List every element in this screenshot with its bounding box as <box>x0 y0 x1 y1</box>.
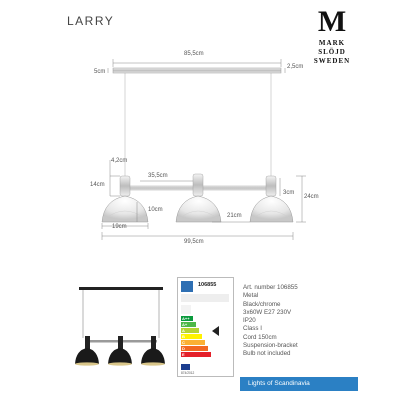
shade-right <box>250 176 293 222</box>
label-shade-spacing: 35,5cm <box>148 173 168 179</box>
label-total-height: 24cm <box>304 194 319 200</box>
label-canopy-height: 5cm <box>94 69 106 75</box>
spec-item: Class I <box>243 325 262 333</box>
dimension-total-width <box>113 59 281 67</box>
spec-item: Suspension-bracket <box>243 342 298 350</box>
logo-line-1: MARK <box>318 39 346 47</box>
energy-label <box>177 277 234 377</box>
energy-class-bar: A++ <box>181 316 193 321</box>
spec-item: Art. number 106855 <box>243 284 298 291</box>
energy-class-bar: A+ <box>181 322 196 327</box>
class-pointer-icon <box>212 326 219 336</box>
spec-list <box>243 284 298 359</box>
spec-item: Cord 150cm <box>243 333 277 341</box>
energy-class-scale <box>181 316 211 358</box>
product-photo <box>65 278 175 373</box>
label-canopy-depth: 2,5cm <box>287 64 304 70</box>
energy-class-bar: D <box>181 346 208 351</box>
energy-label-article: 106855 <box>198 282 217 288</box>
label-shade-diameter: 19cm <box>112 224 127 230</box>
logo-line-2: SLÖJD <box>318 48 346 56</box>
energy-class-bar: E <box>181 352 211 357</box>
energy-label-text-block <box>181 294 229 302</box>
label-body-height: 14cm <box>90 182 105 188</box>
spec-item: Black/chrome <box>243 300 281 308</box>
label-rod-height: 4,2cm <box>111 158 128 164</box>
label-total-width: 85,5cm <box>184 51 204 57</box>
eu-flag-icon <box>181 364 190 370</box>
logo-letter: M <box>317 5 347 38</box>
energy-class-bar: C <box>181 340 205 345</box>
spec-item: Metal <box>243 292 259 300</box>
label-side-span: 21cm <box>227 213 242 219</box>
spec-item: IP20 <box>243 317 256 325</box>
label-overall-span: 99,5cm <box>184 239 204 245</box>
spec-item: 3x60W E27 230V <box>243 308 292 316</box>
energy-class-bar: A <box>181 328 199 333</box>
energy-class-bar: B <box>181 334 202 339</box>
bulb-icon <box>181 305 191 314</box>
label-holder-height: 3cm <box>283 190 295 196</box>
product-title: LARRY <box>67 14 115 28</box>
spec-item: Bulb not included <box>243 350 291 358</box>
lamp-icon <box>181 281 193 292</box>
label-shade-height: 10cm <box>148 207 163 213</box>
ceiling-canopy <box>113 68 281 73</box>
regulation-code: 874/2012 <box>181 371 195 375</box>
shade-left <box>102 176 148 222</box>
brand-footer: Lights of Scandinavia <box>240 377 358 391</box>
logo-line-3: SWEDEN <box>313 57 351 65</box>
